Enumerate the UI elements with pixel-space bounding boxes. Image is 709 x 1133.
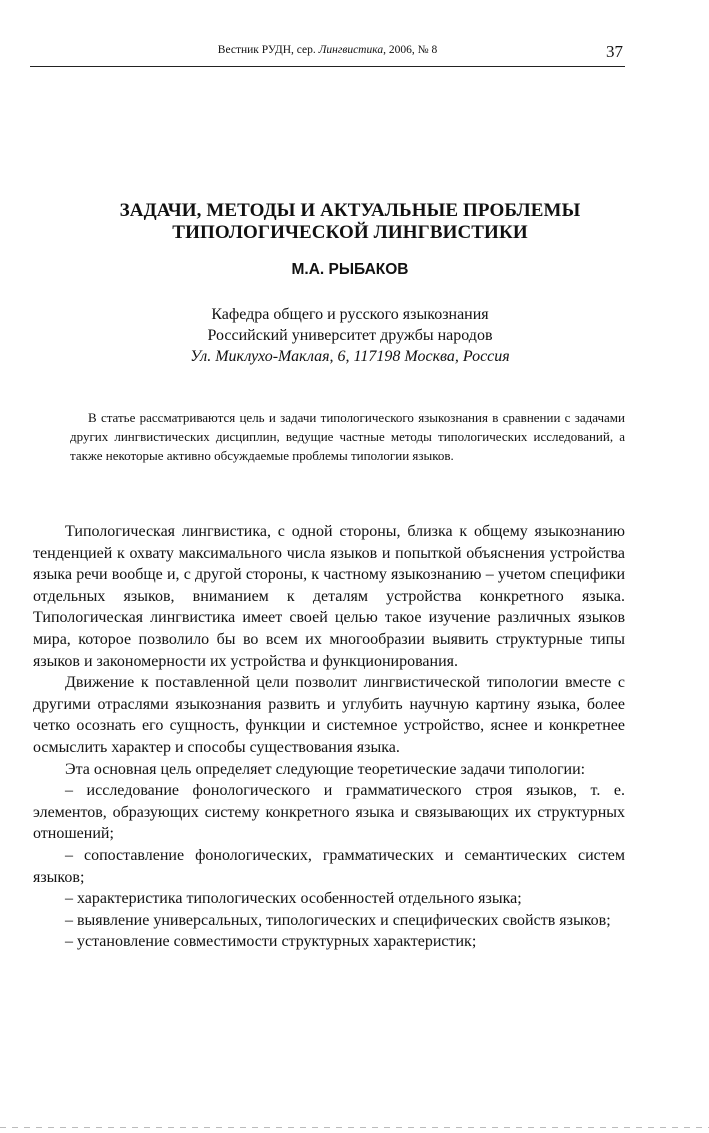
body-text	[33, 521, 625, 953]
list-item-4: – выявление универсальных, типологических и специфических свойств языков;	[65, 911, 611, 929]
list-item-5: – установление совместимости структурных характеристик;	[65, 933, 477, 951]
list-item-1: – исследование фонологического и грамматического строя языков, т. е. элементов, образующих систему конкретного языка и связывающих их структурных отношений;	[33, 782, 625, 843]
journal-prefix: Вестник РУДН, сер.	[217, 44, 319, 56]
affiliation-department: Кафедра общего и русского языкознания	[211, 306, 489, 323]
article-title	[40, 200, 660, 244]
journal-citation	[30, 44, 625, 56]
journal-suffix: , 2006, № 8	[383, 44, 438, 56]
title-line-2: ТИПОЛОГИЧЕСКОЙ ЛИНГВИСТИКИ	[172, 222, 528, 243]
page-bottom-edge	[0, 1127, 709, 1128]
list-item-3: – характеристика типологических особенностей отдельного языка;	[65, 890, 522, 908]
paragraph-3: Эта основная цель определяет следующие теоретические задачи типологии:	[65, 760, 586, 778]
affiliation	[40, 304, 660, 367]
paragraph-2: Движение к поставленной цели позволит лингвистической типологии вместе с другими отраслями языкознания развить и углубить научную картину языка, более четко осознать его сущность, функции и системное устройство, яснее и конкретнее осмыслить характер и способы существования языка.	[33, 674, 625, 756]
running-header	[30, 40, 625, 67]
author-name: М.А. РЫБАКОВ	[291, 261, 409, 278]
paragraph-1: Типологическая лингвистика, с одной стороны, близка к общему языкознанию тенденцией к охвату максимального числа языков и попыткой объяснения устройства языка речи вообще и, с другой стороны, к частному языкознанию – учетом специфики отдельных языков, вниманием к деталям устройства конкретного языка. Типологическая лингвистика имеет своей целью такое изучение различных языков мира, которое позволило бы во всем их многообразии выявить структурные типы языков и закономерности их устройства и функционирования.	[33, 523, 625, 670]
affiliation-university: Российский университет дружбы народов	[207, 327, 493, 344]
list-item-2: – сопоставление фонологических, грамматических и семантических систем языков;	[33, 846, 625, 886]
title-line-1: ЗАДАЧИ, МЕТОДЫ И АКТУАЛЬНЫЕ ПРОБЛЕМЫ	[119, 200, 581, 221]
affiliation-address: Ул. Миклухо-Маклая, 6, 117198 Москва, Россия	[190, 348, 510, 365]
journal-series: Лингвистика	[318, 44, 384, 56]
page-number: 37	[606, 42, 623, 61]
abstract: В статье рассматриваются цель и задачи типологического языкознания в сравнении с задачами других лингвистических дисциплин, ведущие частные методы типологических исследований, а также некоторые активно обсуждаемые проблемы типологии языков.	[70, 410, 625, 463]
